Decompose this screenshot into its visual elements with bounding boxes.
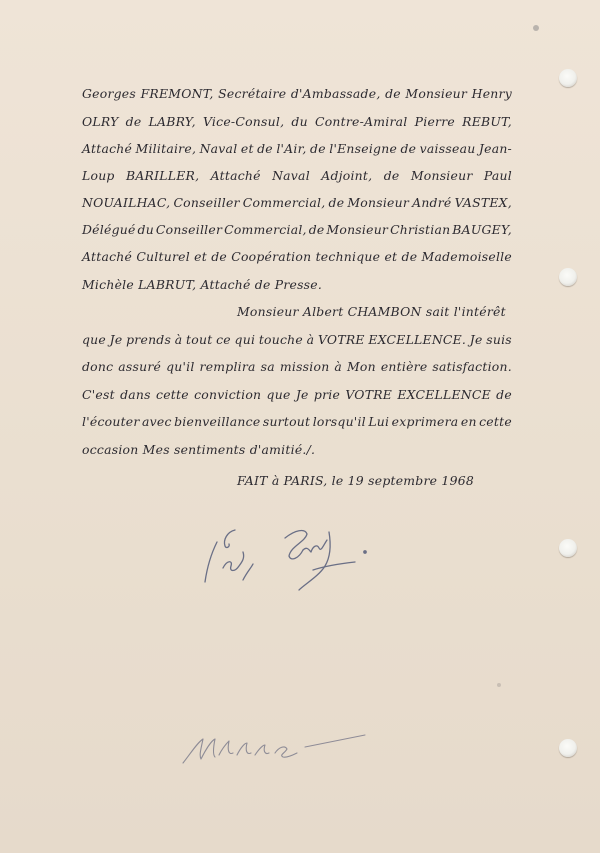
letter-line [82,332,512,348]
letter-word: Conseiller [173,195,240,210]
letter-line [82,168,512,184]
letter-word: Mon [347,359,376,374]
letter-word: Adjoint, [321,168,373,183]
letter-word: Commercial, [224,222,307,237]
letter-word: de [400,141,417,156]
letter-word: et [194,249,207,264]
letter-word: assuré [118,359,162,374]
letter-word: Naval [199,141,238,156]
letter-word: technique [315,249,381,264]
letter-word: de [310,141,326,156]
letter-word: de [328,195,345,210]
letter-word: d'Ambassade, [290,86,381,101]
letter-word: Je [295,387,309,402]
letter-word: conviction [194,387,262,402]
letter-word: Secrétaire [218,86,287,101]
letter-word: NOUAILHAC, [82,195,171,210]
letter-word: de [211,249,227,264]
letter-word: de [257,141,273,156]
letter-word: cette [156,387,189,402]
letter-word: remplira [199,359,256,374]
letter-word: de [401,249,418,264]
letter-line [82,249,512,265]
letter-word: que [266,387,291,402]
letter-word: satisfaction. [432,359,512,374]
letter-word: BAUGEY, [452,222,512,237]
letter-line: occasion Mes sentiments d'amitié./. [82,442,316,457]
letter-word: Je [469,332,483,347]
letter-word: de [383,168,400,183]
binder-hole [559,268,577,286]
letter-word: dans [120,387,151,402]
letter-word: cette [479,414,512,429]
letter-word: Attaché [82,141,133,156]
letter-line [82,414,512,430]
letter-word: de [385,86,401,101]
letter-word: FREMONT, [140,86,214,101]
letter-word: Loup [82,168,115,183]
letter-word: Attaché [210,168,261,183]
letter-word: Je [109,332,123,347]
letter-word: Naval [272,168,310,183]
letter-word: REBUT, [462,114,512,129]
letter-word: Monsieur [347,195,410,210]
letter-word: EXCELLENCE [397,387,491,402]
letter-word: exprimera [391,414,459,429]
letter-word: Conseiller [155,222,223,237]
letter-word: VOTRE [317,332,365,347]
letter-word: l'Air, [276,141,307,156]
letter-word: André [412,195,452,210]
letter-word: Commercial, [242,195,326,210]
letter-word: de [125,114,142,129]
letter-word: Militaire, [135,141,197,156]
letter-word: surtout [262,414,311,429]
letter-word: Jean- [478,141,512,156]
letter-word: à [334,359,343,374]
letter-word: ce [216,332,231,347]
letter-word: qu'il [166,359,195,374]
signature [195,520,375,600]
letter-word: LABRY, [148,114,196,129]
letter-word: vaisseau [419,141,476,156]
letter-word: bienveillance [174,414,261,429]
letter-line [82,141,512,157]
letter-line [82,86,512,102]
letter-word: Contre-Amiral [314,114,408,129]
letter-word: C'est [82,387,115,402]
paper-speck [497,683,501,687]
letter-word: Georges [82,86,136,101]
letter-word: Henry [471,86,512,101]
letter-word: à [306,332,315,347]
letter-word: donc [82,359,114,374]
letter-word: Délégué [82,222,136,237]
binder-hole [559,739,577,757]
letter-word: VASTEX, [454,195,512,210]
letter-word: Vice-Consul, [202,114,285,129]
letter-word: l'Enseigne [329,141,398,156]
letter-word: touche [258,332,303,347]
letter-word: BARILLER, [125,168,200,183]
letter-word: à [174,332,183,347]
letter-word: suis [486,332,512,347]
letter-word: Christian [390,222,451,237]
letter-word: mission [279,359,330,374]
date-line: FAIT à PARIS, le 19 septembre 1968 [237,473,474,488]
letter-word: prie [313,387,341,402]
letter-word: tout [186,332,213,347]
letter-word: et [384,249,398,264]
letter-word: qui [234,332,256,347]
letter-word: Monsieur [405,86,468,101]
letter-word: entière [380,359,428,374]
letter-word: Coopération [231,249,312,264]
letter-word: du [291,114,308,129]
letter-word: de [308,222,325,237]
letter-line [82,387,512,403]
letter-word: avec [142,414,172,429]
letter-word: Paul [483,168,512,183]
letter-line: Michèle LABRUT, Attaché de Presse. [82,277,323,292]
letter-word: VOTRE [345,387,393,402]
letter-word: prends [126,332,172,347]
letter-line [82,222,512,238]
letter-word: sa [260,359,275,374]
letter-word: Culturel [136,249,190,264]
letter-word: l'écouter [82,414,140,429]
letter-word: Attaché [82,249,133,264]
initials-signature [175,725,375,770]
letter-word: Monsieur [326,222,389,237]
letter-word: EXCELLENCE. [368,332,467,347]
letter-line [82,114,512,130]
letter-word: Monsieur [410,168,473,183]
letter-word: Lui [368,414,390,429]
letter-word: lorsqu'il [312,414,366,429]
binder-hole [559,69,577,87]
letter-word: de [496,387,512,402]
letter-line [82,359,512,375]
letter-word: OLRY [82,114,119,129]
paper-speck [533,25,539,31]
letter-line [82,195,512,211]
letter-line: Monsieur Albert CHAMBON sait l'intérêt [237,304,506,319]
letter-word: en [460,414,477,429]
letter-word: du [137,222,154,237]
letter-word: que [82,332,106,347]
letter-word: Mademoiselle [421,249,512,264]
binder-hole [559,539,577,557]
letter-word: et [240,141,254,156]
letter-word: Pierre [414,114,455,129]
